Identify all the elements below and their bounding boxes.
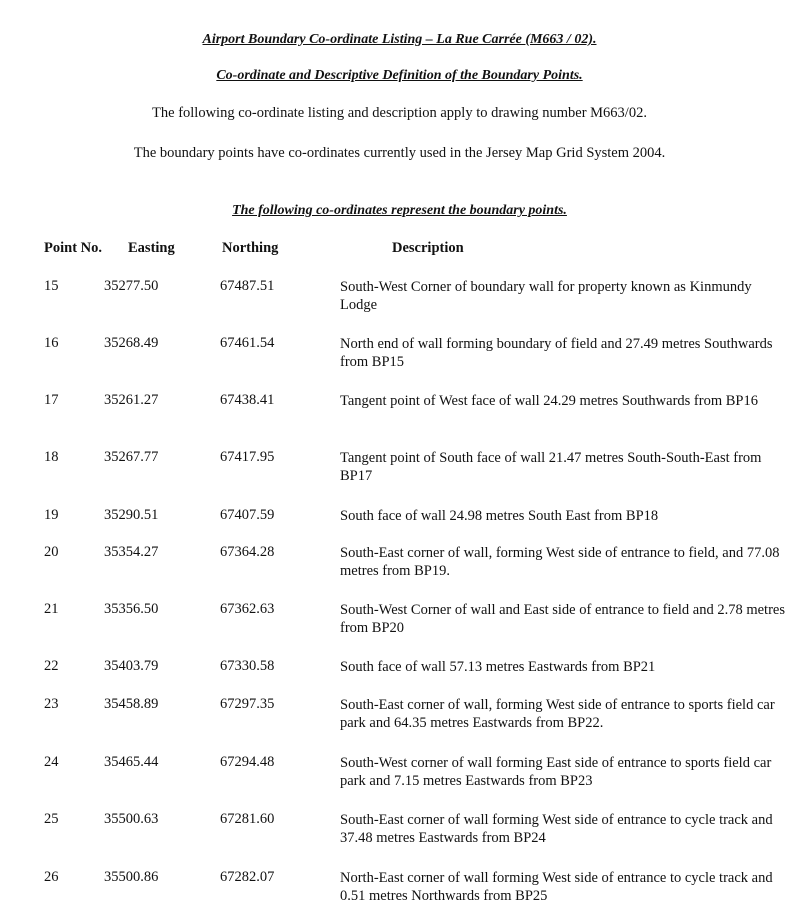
table-heading: The following co-ordinates represent the boundary points.	[232, 203, 567, 218]
document-subtitle: Co-ordinate and Descriptive Definition of the Boundary Points.	[216, 68, 583, 83]
easting-value: 35354.27	[104, 544, 159, 560]
description-text: Tangent point of South face of wall 21.47 metres South-South-East from BP17	[340, 450, 762, 484]
description-text: South-East corner of wall, forming West side of entrance to sports field car park and 64.35 metres Eastwards from BP22.	[340, 697, 775, 731]
northing-value: 67438.41	[220, 392, 275, 408]
description-text: South-West Corner of boundary wall for property known as Kinmundy Lodge	[340, 279, 752, 313]
northing-value: 67294.48	[220, 754, 275, 770]
point-number: 26	[44, 869, 59, 885]
easting-value: 35267.77	[104, 449, 159, 465]
easting-value: 35268.49	[104, 335, 159, 351]
easting-value: 35500.86	[104, 869, 159, 885]
point-number: 24	[44, 754, 59, 770]
description-text: South-East corner of wall forming West side of entrance to cycle track and 37.48 metres Eastwards from BP24	[340, 812, 773, 846]
description-text: South face of wall 24.98 metres South East from BP18	[340, 508, 659, 524]
easting-value: 35261.27	[104, 392, 159, 408]
easting-value: 35403.79	[104, 658, 159, 674]
northing-value: 67417.95	[220, 449, 275, 465]
northing-value: 67487.51	[220, 278, 275, 294]
description-text: South face of wall 57.13 metres Eastwards from BP21	[340, 659, 656, 675]
column-header-point: Point No.	[44, 240, 102, 256]
column-header-description: Description	[392, 240, 464, 256]
northing-value: 67461.54	[220, 335, 275, 351]
point-number: 15	[44, 278, 59, 294]
point-number: 21	[44, 601, 59, 617]
point-number: 19	[44, 507, 59, 523]
description-text: South-East corner of wall, forming West side of entrance to field, and 77.08 metres from BP19.	[340, 545, 780, 579]
column-header-northing: Northing	[222, 240, 279, 256]
easting-value: 35458.89	[104, 696, 159, 712]
point-number: 23	[44, 696, 59, 712]
northing-value: 67362.63	[220, 601, 275, 617]
point-number: 25	[44, 811, 59, 827]
column-header-easting: Easting	[128, 240, 175, 256]
point-number: 16	[44, 335, 59, 351]
point-number: 20	[44, 544, 59, 560]
description-text: South-West corner of wall forming East side of entrance to sports field car park and 7.15 metres Eastwards from BP23	[340, 755, 772, 789]
description-text: Tangent point of West face of wall 24.29 metres Southwards from BP16	[340, 393, 758, 409]
point-number: 18	[44, 449, 59, 465]
intro-line-grid-system: The boundary points have co-ordinates currently used in the Jersey Map Grid System 2004.	[133, 145, 666, 161]
description-text: North-East corner of wall forming West side of entrance to cycle track and 0.51 metres Northwards from BP25	[340, 870, 773, 904]
intro-line-drawing: The following co-ordinate listing and description apply to drawing number M663/02.	[152, 105, 647, 121]
easting-value: 35290.51	[104, 507, 159, 523]
northing-value: 67364.28	[220, 544, 275, 560]
easting-value: 35356.50	[104, 601, 159, 617]
description-text: North end of wall forming boundary of field and 27.49 metres Southwards from BP15	[340, 336, 773, 370]
description-text: South-West Corner of wall and East side of entrance to field and 2.78 metres from BP20	[340, 602, 785, 636]
easting-value: 35277.50	[104, 278, 159, 294]
northing-value: 67297.35	[220, 696, 275, 712]
northing-value: 67330.58	[220, 658, 275, 674]
point-number: 22	[44, 658, 59, 674]
point-number: 17	[44, 392, 59, 408]
easting-value: 35500.63	[104, 811, 159, 827]
document-title: Airport Boundary Co-ordinate Listing – La Rue Carrée (M663 / 02).	[202, 32, 597, 47]
northing-value: 67407.59	[220, 507, 275, 523]
northing-value: 67281.60	[220, 811, 275, 827]
northing-value: 67282.07	[220, 869, 275, 885]
easting-value: 35465.44	[104, 754, 159, 770]
